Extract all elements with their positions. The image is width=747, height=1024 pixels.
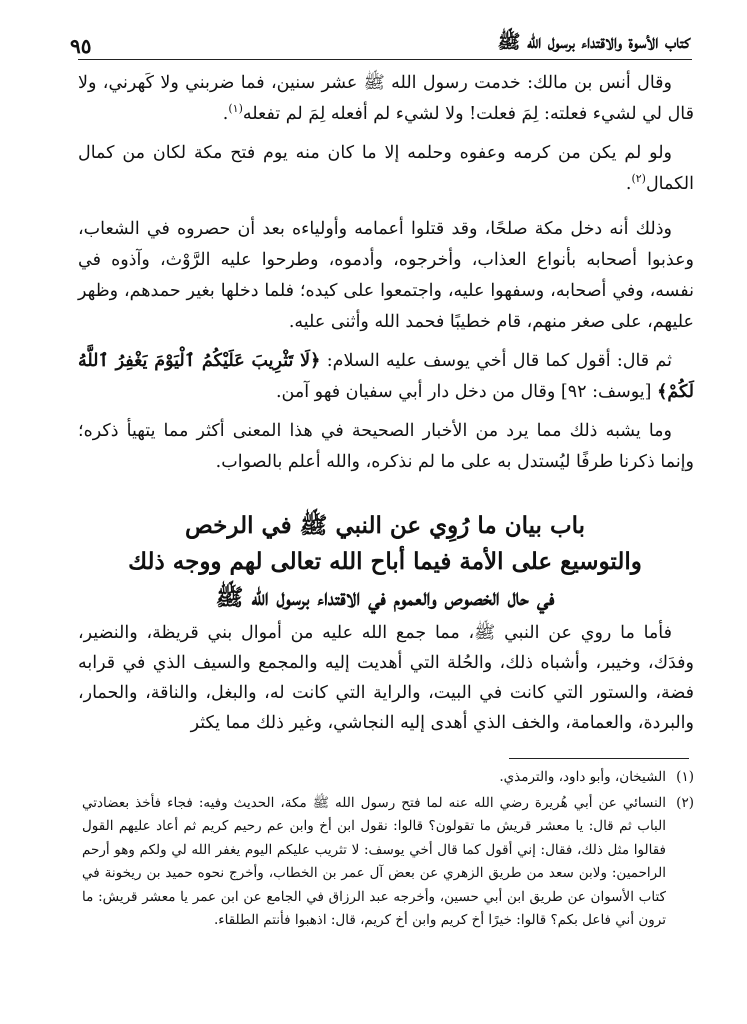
- quote-intro: ثم قال: أقول كما قال أخي يوسف عليه السلام:: [326, 351, 672, 371]
- footnote-text: الشيخان، وأبو داود، والترمذي.: [499, 769, 666, 785]
- paragraph: ولو لم يكن من كرمه وعفوه وحلمه إلا ما كان منه يوم فتح مكة لكان من كمال الكمال$^{(٢)}$.: [78, 143, 694, 194]
- footnotes: [82, 766, 694, 935]
- quote-paragraph: [78, 346, 694, 408]
- paragraph-text: وذلك أنه دخل مكة صلحًا، وقد قتلوا أعمامه وأولياءه بعد أن حصروه في الشعاب، وعذبوا أصحابه بأنواع العذاب، وأخرجوه، وأدموه، وطرحوا عليه الرَّوْث، وآذوه في نفسه، وفي أصحابه، وسفهوا عليه، واجتمعوا على كيده؛ فلما دخلها بغير حمدهم، وظهر عليهم، على صغر منهم، قام خطيبًا فحمد الله وأثنى عليه.: [78, 219, 694, 332]
- section-paragraph: فأما ما روي عن النبي ﷺ، مما جمع الله عليه من أموال بني قريظة، والنضير، وفدَك، وخيبر، وأشباه ذلك، والحُلة التي أهديت إليه والمجمع والسيف الذي في قرابه فضة، والستور التي كانت في البيت، والراية التي كانت له، والبغل، والناقة، والحمار، والبردة، والعمامة، والخف الذي أهدى إليه النجاشي، وغير ذلك مما يكثر: [78, 623, 694, 733]
- paragraph-text: ولو لم يكن من كرمه وعفوه وحلمه إلا ما كان منه يوم فتح مكة لكان من كمال الكمال: [78, 143, 694, 194]
- chapter-heading: [90, 508, 680, 616]
- heading-line: باب بيان ما رُوِي عن النبي ﷺ في الرخص: [184, 512, 586, 539]
- running-title: كتاب الأسوة والاقتداء برسول الله ﷺ: [497, 31, 690, 53]
- footnote-ref: (٢): [631, 172, 646, 186]
- paragraph: [78, 214, 694, 338]
- footnote: [82, 792, 694, 933]
- quran-verse: ﴿لَا تَثْرِيبَ عَلَيْكُمُ ٱلْيَوْمَ يَغْفِرُ ٱللَّهُ لَكُمْ﴾: [78, 351, 694, 402]
- footnote-number: (٢): [676, 794, 694, 811]
- heading-line: في حال الخصوص والعموم في الاقتداء برسول الله ﷺ: [215, 584, 555, 611]
- section-text: [78, 618, 694, 738]
- footnote-text: النسائي عن أبي هُريرة رضي الله عنه لما فتح رسول الله ﷺ مكة، الحديث وفيه: فجاء فأخذ بعضادتي الباب ثم قال: يا معشر قريش ما تقولون؟ قالوا: نقول ابن أخ وابن عم رحيم كريم ثم أعاد عليهم القول فقالوا مثل ذلك، فقال: إني أقول كما قال أخي يوسف: لا تثريب عليكم اليوم يغفر الله لي ولكم وهو أرحم الراحمين: ولابن سعد من طريق الزهري عن بعض آل عمر بن الخطاب، وأخرج نحوه حميد بن ريخونة في كتاب الأسوان عن طريق ابن أبي حسين، وأخرجه عبد الرزاق في الجامع عن ابن عمر يا معشر قريش: ما ترون أني فاعل بكم؟ قالوا: خيرًا أخ كريم وابن أخ كريم، قال: اذهبوا فأنتم الطلقاء.: [82, 794, 666, 928]
- page-header: [70, 24, 690, 58]
- footnote-number: (١): [676, 769, 694, 785]
- paragraph-text: وقال أنس بن مالك: خدمت رسول الله ﷺ عشر سنين، فما ضربني ولا كَهرني، ولا قال لي لشيء فعلته: لِمَ فعلت! ولا لشيء لم أفعله لِمَ لم تفعله: [78, 73, 694, 124]
- paragraph: وقال أنس بن مالك: خدمت رسول الله ﷺ عشر سنين، فما ضربني ولا كَهرني، ولا قال لي لشيء فعلته: لِمَ فعلت! ولا لشيء لم أفعله لِمَ لم تفعله$^{(١)}$.: [78, 73, 694, 124]
- footnote-ref: (١): [228, 102, 243, 116]
- footnote-rule: [509, 758, 689, 759]
- closing-paragraph: وما يشبه ذلك مما يرد من الأخبار الصحيحة في هذا المعنى أكثر مما يتهيأ ذكره؛ وإنما ذكرنا طرفًا ليُستدل به على ما لم نذكره، والله أعلم بالصواب.: [78, 421, 694, 472]
- page-number: ٩٥: [70, 34, 92, 58]
- main-text: [78, 68, 694, 486]
- header-rule: [78, 59, 692, 60]
- quote-rest: [يوسف: ٩٢] وقال من دخل دار أبي سفيان فهو آمن.: [275, 382, 652, 402]
- footnote: [82, 766, 694, 790]
- heading-line: والتوسيع على الأمة فيما أباح الله تعالى لهم ووجه ذلك: [128, 548, 642, 575]
